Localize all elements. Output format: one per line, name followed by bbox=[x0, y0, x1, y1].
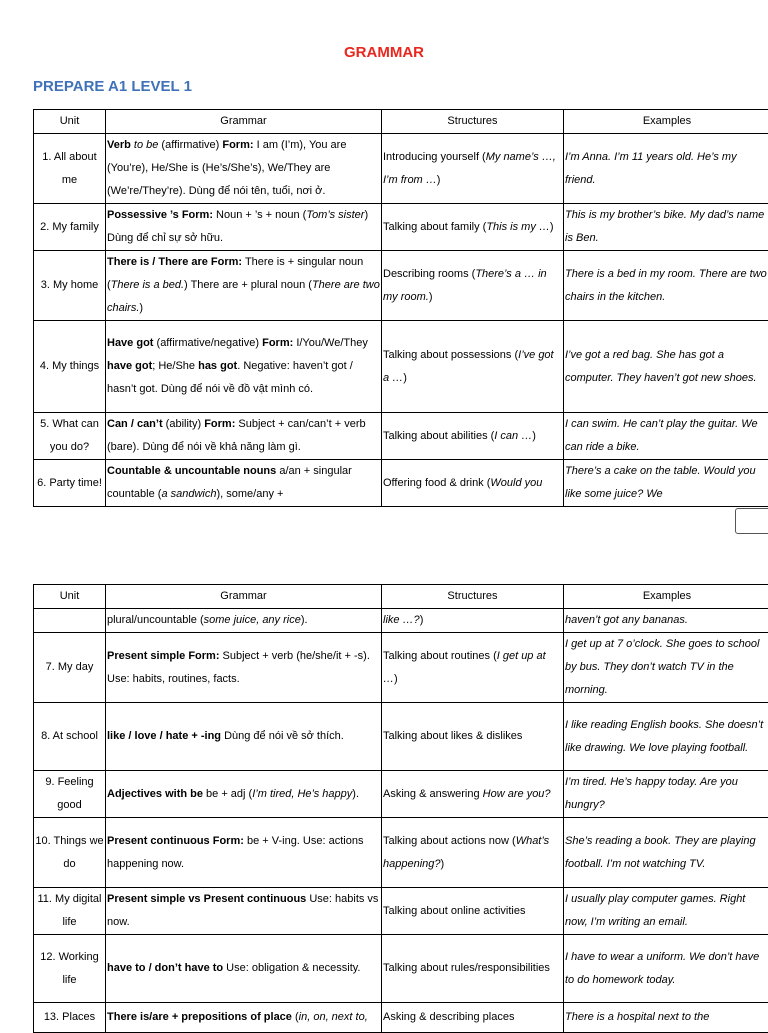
text-run: ). bbox=[301, 614, 308, 626]
table-row bbox=[34, 818, 768, 888]
structures-cell bbox=[382, 321, 564, 413]
structures-cell bbox=[382, 703, 564, 771]
text-run: Tom’s sister bbox=[306, 209, 364, 221]
header-grammar: Grammar bbox=[106, 110, 382, 134]
text-run: Talking about actions now ( bbox=[383, 835, 516, 847]
text-run: ) bbox=[441, 858, 445, 870]
unit-cell: 2. My family bbox=[34, 204, 106, 251]
table-row bbox=[34, 771, 768, 818]
text-run: be + V-ing. Use: actions happening now. bbox=[107, 835, 363, 870]
text-run: Subject + verb (he/she/it + -s). Use: habits, routines, facts. bbox=[107, 650, 370, 685]
grammar-cell bbox=[106, 413, 382, 460]
text-run: have to / don’t have to bbox=[107, 962, 223, 974]
text-run: Can / can’t bbox=[107, 418, 163, 430]
text-run: This is my … bbox=[486, 221, 550, 233]
text-run: Talking about likes & dislikes bbox=[383, 730, 522, 742]
text-run: There is + singular noun ( bbox=[107, 256, 363, 291]
text-run: has got bbox=[198, 360, 237, 372]
text-run: There is/are + prepositions of place bbox=[107, 1011, 292, 1023]
examples-cell: I’m Anna. I’m 11 years old. He’s my friend. bbox=[564, 134, 768, 204]
examples-cell: There’s a cake on the table. Would you like some juice? We bbox=[564, 460, 768, 507]
text-run: ) bbox=[403, 372, 407, 384]
examples-cell: I’ve got a red bag. She has got a computer. They haven’t got new shoes. bbox=[564, 321, 768, 413]
header-unit: Unit bbox=[34, 110, 106, 134]
text-run: I get up at … bbox=[383, 650, 546, 685]
text-run: ) There are + plural noun ( bbox=[184, 279, 312, 291]
text-run: ) bbox=[429, 291, 433, 303]
text-run: Dùng để nói về sở thích. bbox=[221, 730, 344, 742]
table-row bbox=[34, 204, 768, 251]
table-row bbox=[34, 251, 768, 321]
text-run: ) bbox=[437, 174, 441, 186]
text-run: How are you? bbox=[483, 788, 551, 800]
grammar-cell bbox=[106, 609, 382, 633]
structures-cell bbox=[382, 633, 564, 703]
grammar-cell bbox=[106, 771, 382, 818]
grammar-cell bbox=[106, 460, 382, 507]
text-run: (ability) bbox=[163, 418, 205, 430]
unit-cell: 13. Places bbox=[34, 1003, 106, 1033]
text-run: I can … bbox=[494, 430, 532, 442]
examples-cell: I get up at 7 o’clock. She goes to school by bus. They don’t watch TV in the morning. bbox=[564, 633, 768, 703]
document-subtitle: PREPARE A1 LEVEL 1 bbox=[33, 78, 192, 95]
table-row bbox=[34, 321, 768, 413]
text-run: Asking & describing places bbox=[383, 1011, 514, 1023]
unit-cell: 4. My things bbox=[34, 321, 106, 413]
unit-cell: 3. My home bbox=[34, 251, 106, 321]
text-run: plural/uncountable ( bbox=[107, 614, 204, 626]
text-run: Talking about family ( bbox=[383, 221, 486, 233]
structures-cell bbox=[382, 771, 564, 818]
examples-cell: I like reading English books. She doesn’t like drawing. We love playing football. bbox=[564, 703, 768, 771]
table-row bbox=[34, 134, 768, 204]
grammar-cell bbox=[106, 251, 382, 321]
text-run: Countable & uncountable nouns bbox=[107, 465, 276, 477]
examples-cell: haven’t got any bananas. bbox=[564, 609, 768, 633]
text-run: Verb bbox=[107, 139, 134, 151]
text-run: ) bbox=[550, 221, 554, 233]
grammar-cell bbox=[106, 888, 382, 935]
header-structures: Structures bbox=[382, 110, 564, 134]
text-run: ) bbox=[532, 430, 536, 442]
text-run: have got bbox=[107, 360, 152, 372]
text-run: a/an + singular countable ( bbox=[107, 465, 352, 500]
table-header-row bbox=[34, 585, 768, 609]
text-run: I’m tired, He’s happy bbox=[252, 788, 352, 800]
examples-cell: I have to wear a uniform. We don’t have to do homework today. bbox=[564, 935, 768, 1003]
text-run: I’ve got a … bbox=[383, 349, 554, 384]
text-run: Present simple Form: bbox=[107, 650, 219, 662]
header-examples: Examples bbox=[564, 110, 768, 134]
unit-cell: 12. Working life bbox=[34, 935, 106, 1003]
grammar-cell bbox=[106, 935, 382, 1003]
structures-cell bbox=[382, 460, 564, 507]
text-run: There is a bed. bbox=[111, 279, 184, 291]
grammar-cell bbox=[106, 204, 382, 251]
text-run: ( bbox=[292, 1011, 299, 1023]
structures-cell bbox=[382, 609, 564, 633]
text-run: Talking about online activities bbox=[383, 905, 525, 917]
text-run: Possessive ’s Form: bbox=[107, 209, 213, 221]
examples-cell: She’s reading a book. They are playing football. I’m not watching TV. bbox=[564, 818, 768, 888]
text-run: ) Dùng để chỉ sự sở hữu. bbox=[107, 209, 368, 244]
text-run: a sandwich bbox=[161, 488, 216, 500]
text-run: Describing rooms ( bbox=[383, 268, 475, 280]
structures-cell bbox=[382, 204, 564, 251]
grammar-table-page-2 bbox=[33, 584, 768, 1033]
text-run: Have got bbox=[107, 337, 153, 349]
examples-cell: There is a bed in my room. There are two chairs in the kitchen. bbox=[564, 251, 768, 321]
table-row bbox=[34, 935, 768, 1003]
text-run: ) bbox=[420, 614, 424, 626]
text-run: Offering food & drink ( bbox=[383, 477, 490, 489]
structures-cell bbox=[382, 818, 564, 888]
unit-cell: 7. My day bbox=[34, 633, 106, 703]
text-run: (affirmative) bbox=[158, 139, 222, 151]
header-grammar: Grammar bbox=[106, 585, 382, 609]
text-run: be + adj ( bbox=[203, 788, 252, 800]
unit-cell: 8. At school bbox=[34, 703, 106, 771]
table-row bbox=[34, 413, 768, 460]
text-run: Use: obligation & necessity. bbox=[223, 962, 360, 974]
grammar-table-page-1 bbox=[33, 109, 768, 507]
table-row bbox=[34, 888, 768, 935]
unit-cell: 5. What can you do? bbox=[34, 413, 106, 460]
unit-cell: 10. Things we do bbox=[34, 818, 106, 888]
table-row bbox=[34, 703, 768, 771]
grammar-cell bbox=[106, 1003, 382, 1033]
text-run: My name’s …, I’m from … bbox=[383, 151, 556, 186]
table-row bbox=[34, 1003, 768, 1033]
unit-cell: 9. Feeling good bbox=[34, 771, 106, 818]
text-run: Form: bbox=[204, 418, 235, 430]
text-run: (affirmative/negative) bbox=[153, 337, 262, 349]
text-run: to be bbox=[134, 139, 158, 151]
text-run: There are two chairs. bbox=[107, 279, 380, 314]
text-run: Adjectives with be bbox=[107, 788, 203, 800]
text-run: There is / There are Form: bbox=[107, 256, 242, 268]
unit-cell: 11. My digital life bbox=[34, 888, 106, 935]
examples-cell: I usually play computer games. Right now, I’m writing an email. bbox=[564, 888, 768, 935]
text-run: ), some/any + bbox=[216, 488, 283, 500]
table-row bbox=[34, 460, 768, 507]
header-examples: Examples bbox=[564, 585, 768, 609]
text-run: I/You/We/They bbox=[293, 337, 368, 349]
text-run: Introducing yourself ( bbox=[383, 151, 486, 163]
text-run: Talking about possessions ( bbox=[383, 349, 518, 361]
structures-cell bbox=[382, 1003, 564, 1033]
text-run: ) bbox=[394, 673, 398, 685]
text-run: Talking about rules/responsibilities bbox=[383, 962, 550, 974]
text-run: ) bbox=[139, 302, 143, 314]
text-run: Noun + ’s + noun ( bbox=[213, 209, 306, 221]
structures-cell bbox=[382, 413, 564, 460]
grammar-cell bbox=[106, 633, 382, 703]
text-run: Talking about abilities ( bbox=[383, 430, 494, 442]
examples-cell: I’m tired. He’s happy today. Are you hungry? bbox=[564, 771, 768, 818]
grammar-cell bbox=[106, 818, 382, 888]
text-run: Use: habits vs now. bbox=[107, 893, 378, 928]
grammar-cell bbox=[106, 134, 382, 204]
examples-cell: I can swim. He can’t play the guitar. We can ride a bike. bbox=[564, 413, 768, 460]
text-run: some juice, any rice bbox=[204, 614, 301, 626]
structures-cell bbox=[382, 935, 564, 1003]
text-run: ; He/She bbox=[152, 360, 198, 372]
text-run: Subject + can/can’t + verb (bare). Dùng để nói về khả năng làm gì. bbox=[107, 418, 366, 453]
header-structures: Structures bbox=[382, 585, 564, 609]
structures-cell bbox=[382, 888, 564, 935]
unit-cell: 6. Party time! bbox=[34, 460, 106, 507]
examples-cell: This is my brother’s bike. My dad’s name is Ben. bbox=[564, 204, 768, 251]
text-run: Asking & answering bbox=[383, 788, 483, 800]
grammar-cell bbox=[106, 321, 382, 413]
unit-cell: 1. All about me bbox=[34, 134, 106, 204]
structures-cell bbox=[382, 251, 564, 321]
table-row bbox=[34, 609, 768, 633]
table-row bbox=[34, 633, 768, 703]
table-header-row bbox=[34, 110, 768, 134]
text-run: There’s a … in my room. bbox=[383, 268, 547, 303]
document-title: GRAMMAR bbox=[0, 44, 768, 61]
text-run: Form: bbox=[262, 337, 293, 349]
text-run: Form: bbox=[222, 139, 253, 151]
text-run: I am (I’m), You are (You’re), He/She is (He’s/She’s), We/They are (We’re/They’re). Dùng để nói tên, tuổi, nơi ở. bbox=[107, 139, 346, 197]
page-break-marker bbox=[735, 508, 768, 534]
examples-cell: There is a hospital next to the bbox=[564, 1003, 768, 1033]
header-unit: Unit bbox=[34, 585, 106, 609]
text-run: Present continuous Form: bbox=[107, 835, 244, 847]
text-run: Present simple vs Present continuous bbox=[107, 893, 306, 905]
text-run: like …? bbox=[383, 614, 420, 626]
text-run: ). bbox=[352, 788, 359, 800]
text-run: Would you bbox=[490, 477, 542, 489]
text-run: Talking about routines ( bbox=[383, 650, 497, 662]
text-run: What’s happening? bbox=[383, 835, 549, 870]
unit-cell bbox=[34, 609, 106, 633]
text-run: . Negative: haven’t got / hasn’t got. Dùng để nói về đồ vật mình có. bbox=[107, 360, 353, 395]
text-run: like / love / hate + -ing bbox=[107, 730, 221, 742]
text-run: in, on, next to, bbox=[299, 1011, 368, 1023]
structures-cell bbox=[382, 134, 564, 204]
grammar-cell bbox=[106, 703, 382, 771]
